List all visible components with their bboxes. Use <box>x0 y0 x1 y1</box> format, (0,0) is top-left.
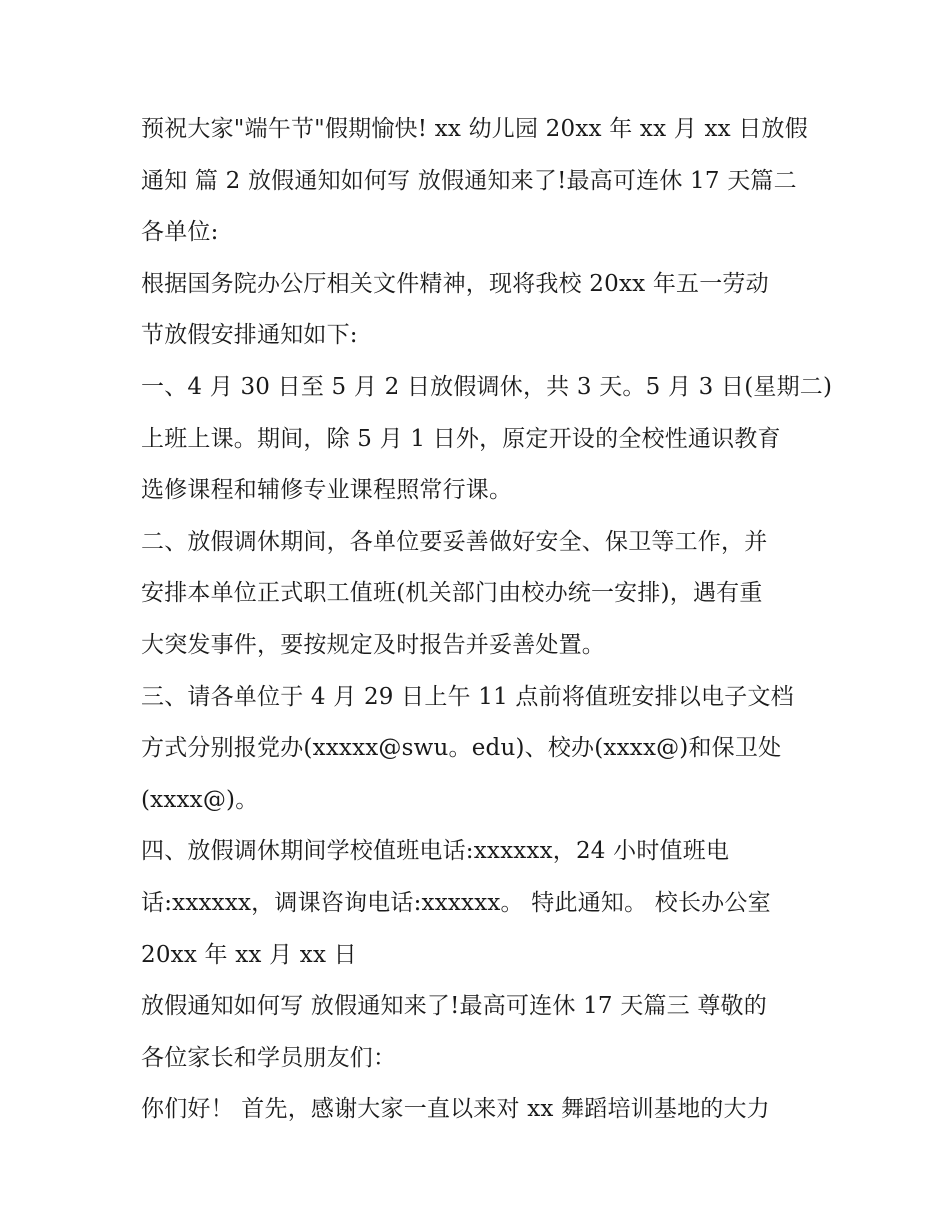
text-line: 预祝大家"端午节"假期愉快! xx 幼儿园 20xx 年 xx 月 xx 日放假 <box>141 116 808 142</box>
text-line: 各单位: <box>141 219 219 246</box>
text-line: 方式分别报党办(xxxxx@swu。edu)、校办(xxxx@)和保卫处 <box>141 735 782 762</box>
text-line: 大突发事件，要按规定及时报告并妥善处置。 <box>141 631 605 658</box>
document-body <box>141 104 833 1136</box>
text-line: 三、请各单位于 4 月 29 日上午 11 点前将值班安排以电子文档 <box>141 683 794 710</box>
text-line: 四、放假调休期间学校值班电话:xxxxxx，24 小时值班电 <box>141 838 730 865</box>
text-line: 二、放假调休期间，各单位要妥善做好安全、保卫等工作，并 <box>141 528 768 555</box>
text-line: (xxxx@)。 <box>141 786 259 813</box>
text-line: 话:xxxxxx，调课咨询电话:xxxxxx。 特此通知。 校长办公室 <box>141 889 771 916</box>
text-line: 根据国务院办公厅相关文件精神，现将我校 20xx 年五一劳动 <box>141 270 769 297</box>
text-line: 各位家长和学员朋友们： <box>141 1044 397 1071</box>
text-line: 通知 篇 2 放假通知如何写 放假通知来了!最高可连休 17 天篇二 <box>141 167 797 194</box>
text-line: 安排本单位正式职工值班(机关部门由校办统一安排)，遇有重 <box>141 580 763 607</box>
text-line: 一、4 月 30 日至 5 月 2 日放假调休，共 3 天。5 月 3 日(星期二) <box>141 373 833 400</box>
text-line: 放假通知如何写 放假通知来了!最高可连休 17 天篇三 尊敬的 <box>141 993 767 1020</box>
text-line: 你们好！ 首先，感谢大家一直以来对 xx 舞蹈培训基地的大力 <box>141 1096 770 1123</box>
text-line: 上班上课。期间，除 5 月 1 日外，原定开设的全校性通识教育 <box>141 425 781 452</box>
text-line: 20xx 年 xx 月 xx 日 <box>141 941 357 968</box>
text-line: 选修课程和辅修专业课程照常行课。 <box>141 477 513 504</box>
text-line: 节放假安排通知如下: <box>141 322 358 349</box>
